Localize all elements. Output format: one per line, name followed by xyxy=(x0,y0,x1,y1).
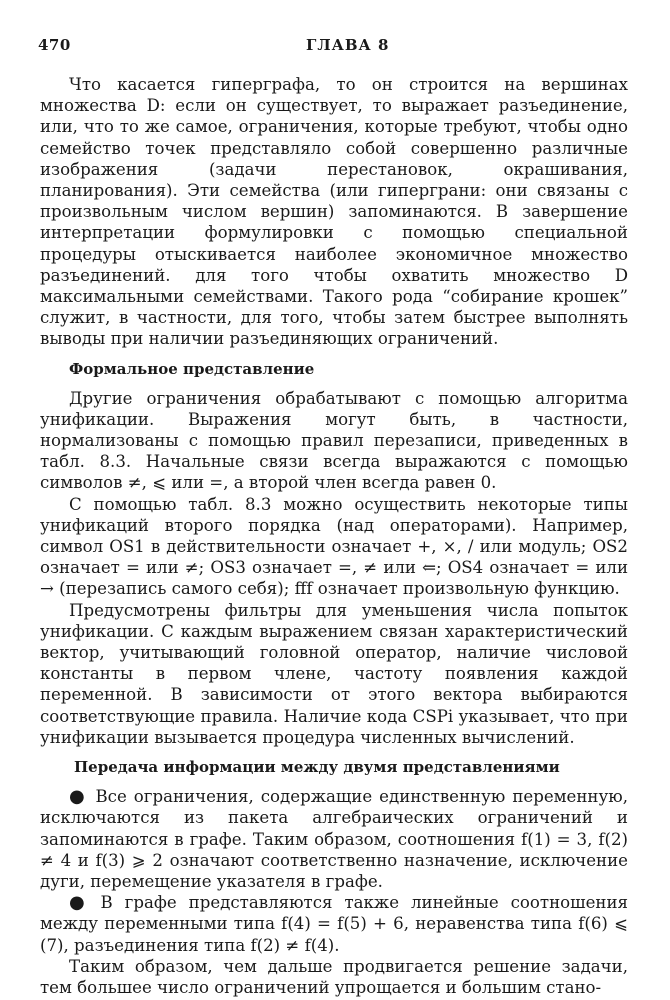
paragraph-hypergraph: Что касается гиперграфа, то он строится на вершинах множества D: если он существует, то выражает разъединение, или, что то же самое, ограничения, которые требуют, чтобы одно семейство точек представляло собой совершенно различные изображения (задачи перестановок, окрашивания, планирования). Эти семейства (или гиперграни: они связаны с произвольным числом вершин) запоминаются. В завершение интерпретации формулировки с помощью специальной процедуры отыскивается наиболее экономичное множество разъединений. для того чтобы охватить множество D максимальными семействами. Такого рода “собирание крошек” служит, в частности, для того, чтобы затем быстрее выполнять выводы при наличии разъединяющих ограничений. xyxy=(40,75,628,349)
bullet-item-linear-relations: ● В графе представляются также линейные соотношения между переменными типа f(4) = f(5) + 6, неравенства типа f(6) ⩽ (7), разъединения типа f(2) ≠ f(4). xyxy=(40,892,628,956)
section-heading-formal: Формальное представление xyxy=(69,359,315,378)
bullet-item-single-variable: ● Все ограничения, содержащие единственную переменную, исключаются из пакета алгебраических ограничений и запоминаются в графе. Таким образом, соотношения f(1) = 3, f(2) ≠ 4 и f(3) ⩾ 2 означают соответственно назначение, исключение дуги, перемещение указателя в графе. xyxy=(40,786,628,892)
running-head: ГЛАВА 8 xyxy=(306,36,390,54)
page-number: 470 xyxy=(38,36,71,54)
paragraph-second-order: С помощью табл. 8.3 можно осуществить некоторые типы унификаций второго порядка (над операторами). Например, символ OS1 в действительности означает +, ×, / или модуль; OS2 означает = или ≠; OS3 означает =, ≠ или ⇐; OS4 означает = или → (перезапись самого себя); fff означает произвольную функцию. xyxy=(40,494,628,599)
section-heading-transfer: Передача информации между двумя представлениями xyxy=(74,758,560,777)
paragraph-filters: Предусмотрены фильтры для уменьшения числа попыток унификации. С каждым выражением связан характеристический вектор, учитывающий головной оператор, наличие числовой константы в первом члене, частоту появления каждой переменной. В зависимости от этого вектора выбираются соответствующие правила. Наличие кода CSPi указывает, что при унификации вызывается процедура численных вычислений. xyxy=(40,600,628,747)
page-header xyxy=(38,36,630,60)
page-body xyxy=(40,74,628,998)
paragraph-conclusion: Таким образом, чем дальше продвигается решение задачи, тем большее число ограничений упрощается и большим стано- xyxy=(40,956,628,997)
paragraph-unification: Другие ограничения обрабатывают с помощью алгоритма унификации. Выражения могут быть, в частности, нормализованы с помощью правил перезаписи, приведенных в табл. 8.3. Начальные связи всегда выражаются с помощью символов ≠, ⩽ или =, а второй член всегда равен 0. xyxy=(40,388,628,493)
